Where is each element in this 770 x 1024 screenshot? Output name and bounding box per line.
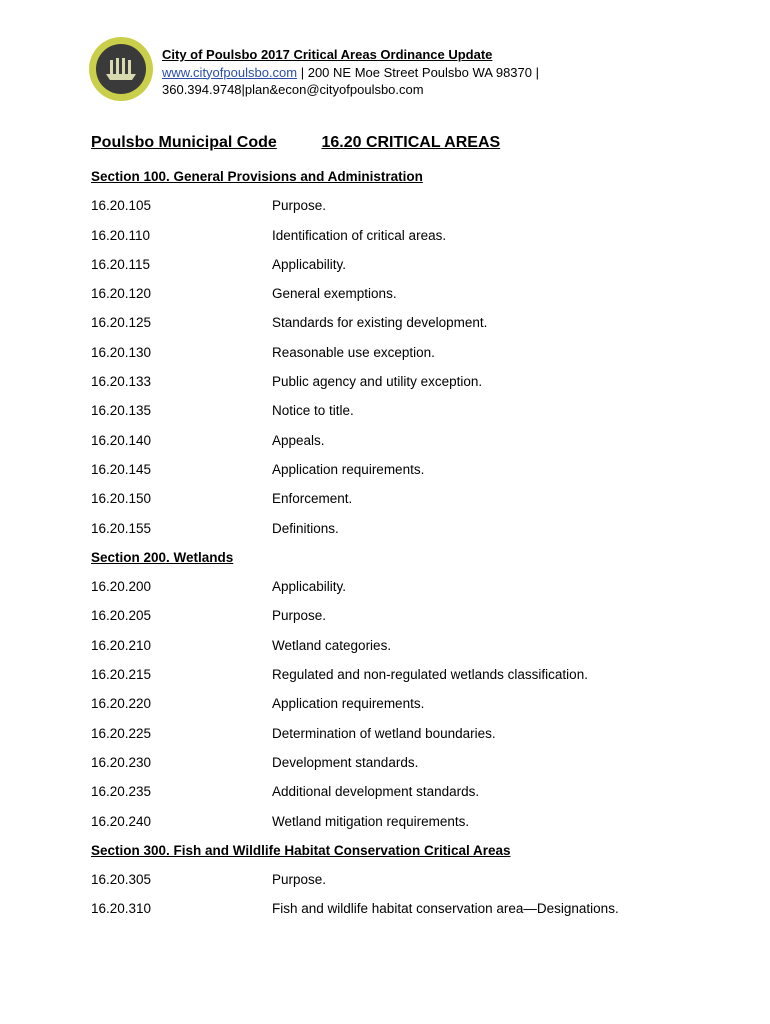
section-number: 16.20.220 — [91, 696, 152, 712]
toc-row — [91, 695, 691, 724]
section-heading: Section 200. Wetlands — [91, 549, 234, 565]
code-heading — [91, 134, 500, 152]
section-number: 16.20.140 — [91, 432, 152, 448]
section-description: Identification of critical areas. — [272, 227, 447, 243]
toc-row — [91, 490, 691, 519]
section-description: Determination of wetland boundaries. — [272, 725, 496, 741]
section-description: Wetland mitigation requirements. — [272, 813, 470, 829]
section-number: 16.20.235 — [91, 784, 152, 800]
section-number: 16.20.150 — [91, 491, 152, 507]
toc-row — [91, 197, 691, 226]
toc-row — [91, 637, 691, 666]
section-number: 16.20.225 — [91, 725, 152, 741]
section-number: 16.20.240 — [91, 813, 152, 829]
section-number: 16.20.133 — [91, 374, 152, 390]
section-number: 16.20.135 — [91, 403, 152, 419]
toc-row — [91, 871, 691, 900]
section-description: Definitions. — [272, 520, 339, 536]
toc-row — [91, 344, 691, 373]
section-description: Development standards. — [272, 754, 419, 770]
toc-row — [91, 520, 691, 549]
section-number: 16.20.130 — [91, 344, 152, 360]
section-description: Reasonable use exception. — [272, 344, 435, 360]
section-number: 16.20.205 — [91, 608, 152, 624]
section-description: Applicability. — [272, 256, 347, 272]
section-description: Application requirements. — [272, 696, 425, 712]
section-number: 16.20.105 — [91, 198, 152, 214]
section-description: Standards for existing development. — [272, 315, 488, 331]
section-description: Purpose. — [272, 198, 327, 214]
header-title: City of Poulsbo 2017 Critical Areas Ordinance Update — [162, 47, 493, 62]
section-number: 16.20.210 — [91, 637, 152, 653]
section-description: General exemptions. — [272, 286, 397, 302]
section-number: 16.20.120 — [91, 286, 152, 302]
section-description: Regulated and non-regulated wetlands classification. — [272, 667, 588, 683]
toc-row — [91, 227, 691, 256]
section-number: 16.20.200 — [91, 579, 152, 595]
table-of-contents — [91, 168, 691, 930]
toc-row — [91, 373, 691, 402]
section-number: 16.20.305 — [91, 872, 152, 888]
section-description: Notice to title. — [272, 403, 354, 419]
section-description: Purpose. — [272, 872, 327, 888]
toc-row — [91, 813, 691, 842]
toc-row — [91, 666, 691, 695]
header-address: | 200 NE Moe Street Poulsbo WA 98370 | — [297, 64, 539, 80]
toc-row — [91, 402, 691, 431]
toc-row — [91, 432, 691, 461]
toc-row — [91, 783, 691, 812]
section-description: Public agency and utility exception. — [272, 374, 483, 390]
section-description: Application requirements. — [272, 461, 425, 477]
website-link[interactable]: www.cityofpoulsbo.com — [162, 64, 298, 80]
municipal-code-title: Poulsbo Municipal Code — [91, 134, 277, 151]
section-description: Fish and wildlife habitat conservation area—Designations. — [272, 901, 619, 917]
toc-row — [91, 256, 691, 285]
toc-row — [91, 900, 691, 929]
section-number: 16.20.110 — [91, 227, 151, 243]
section-number: 16.20.155 — [91, 520, 152, 536]
section-description: Enforcement. — [272, 491, 353, 507]
toc-row — [91, 754, 691, 783]
section-number: 16.20.215 — [91, 667, 152, 683]
toc-row — [91, 725, 691, 754]
section-description: Wetland categories. — [272, 637, 392, 653]
section-description: Purpose. — [272, 608, 327, 624]
toc-row — [91, 314, 691, 343]
header-address-line — [162, 64, 539, 82]
city-seal-logo — [88, 36, 154, 102]
section-number: 16.20.125 — [91, 315, 152, 331]
section-number: 16.20.145 — [91, 461, 152, 477]
toc-row — [91, 578, 691, 607]
toc-row — [91, 285, 691, 314]
document-header — [162, 46, 539, 99]
section-number: 16.20.230 — [91, 754, 152, 770]
section-number: 16.20.310 — [91, 901, 152, 917]
section-description: Additional development standards. — [272, 784, 480, 800]
chapter-title: 16.20 CRITICAL AREAS — [321, 134, 501, 151]
toc-row — [91, 461, 691, 490]
section-number: 16.20.115 — [91, 256, 151, 272]
section-description: Appeals. — [272, 432, 325, 448]
header-contact: 360.394.9748|plan&econ@cityofpoulsbo.com — [162, 82, 424, 97]
section-heading: Section 300. Fish and Wildlife Habitat Conservation Critical Areas — [91, 842, 511, 858]
section-heading: Section 100. General Provisions and Administration — [91, 169, 423, 184]
toc-row — [91, 607, 691, 636]
section-description: Applicability. — [272, 579, 347, 595]
